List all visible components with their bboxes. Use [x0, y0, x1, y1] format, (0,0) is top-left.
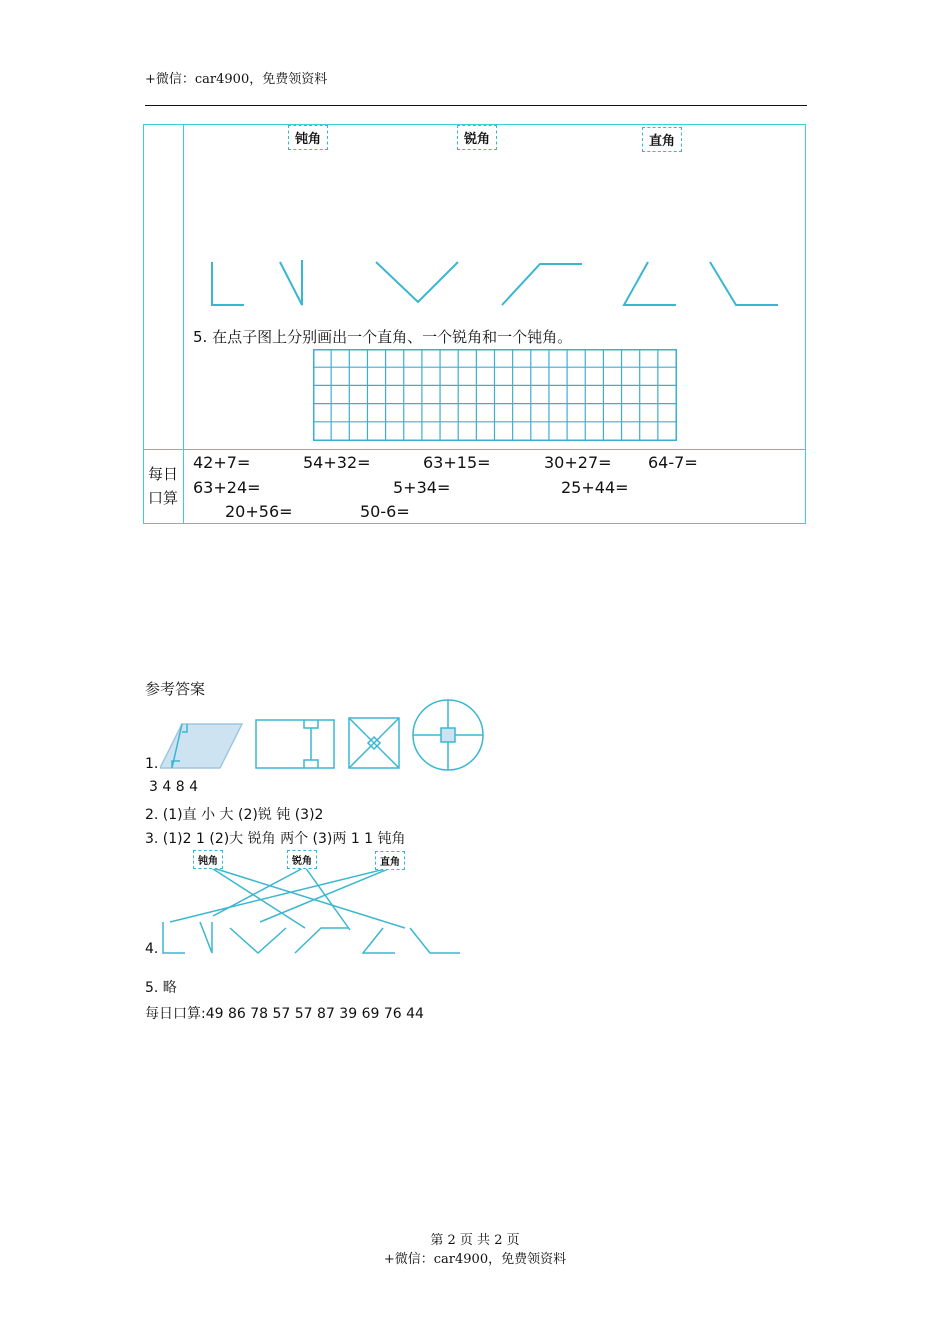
- table-divider-vertical: [183, 124, 184, 524]
- angle-obtuse-1: [502, 264, 582, 305]
- arithmetic-label-line2: 口算: [148, 489, 179, 507]
- rectangle: [256, 720, 334, 768]
- angle-right-2: [376, 262, 458, 302]
- arithmetic-label-line1: 每日: [148, 465, 179, 483]
- answer5: 5. 略: [145, 980, 177, 996]
- arithmetic-item: 42+7=: [193, 453, 251, 472]
- tag-acute: 锐角: [457, 125, 497, 150]
- arithmetic-item: 30+27=: [544, 453, 612, 472]
- table-divider-horizontal: [143, 449, 806, 450]
- answer2: 2. (1)直 小 大 (2)锐 钝 (3)2: [145, 807, 324, 823]
- header-text: +微信：car4900，免费领资料: [145, 72, 328, 87]
- answer1-values: 3 4 8 4: [149, 779, 198, 795]
- grid-paper: [313, 349, 678, 442]
- footer-text: +微信：car4900，免费领资料: [383, 1252, 567, 1267]
- answer3: 3. (1)2 1 (2)大 锐角 两个 (3)两 1 1 钝角: [145, 831, 406, 847]
- arithmetic-item: 5+34=: [393, 478, 451, 497]
- angle-acute-2: [624, 262, 676, 305]
- arithmetic-item: 63+24=: [193, 478, 261, 497]
- arithmetic-item: 63+15=: [423, 453, 491, 472]
- answer4-prefix: 4.: [145, 941, 159, 957]
- arithmetic-item: 20+56=: [225, 502, 293, 521]
- angle-obtuse-2: [710, 262, 778, 305]
- angle-acute-1: [280, 260, 302, 305]
- header-rule: [145, 105, 807, 106]
- arithmetic-item: 64-7=: [648, 453, 698, 472]
- question5-prompt: 5. 在点子图上分别画出一个直角、一个锐角和一个钝角。: [193, 328, 573, 346]
- answer1-prefix: 1.: [145, 756, 159, 772]
- answers-title: 参考答案: [145, 680, 206, 698]
- angle-shapes: [190, 250, 800, 320]
- answer1-shapes: [160, 698, 490, 774]
- arithmetic-item: 50-6=: [360, 502, 410, 521]
- answers-daily: 每日口算:49 86 78 57 57 87 39 69 76 44: [145, 1006, 424, 1022]
- arithmetic-item: 25+44=: [561, 478, 629, 497]
- tag-obtuse: 钝角: [288, 125, 328, 150]
- tag-right: 直角: [642, 127, 682, 152]
- answer4-tag-acute: 锐角: [287, 850, 317, 869]
- footer-page: 第 2 页 共 2 页: [430, 1233, 520, 1248]
- arithmetic-label: [148, 462, 178, 510]
- angle-right-1: [212, 262, 244, 305]
- arithmetic-item: 54+32=: [303, 453, 371, 472]
- answer4-tag-right: 直角: [375, 851, 405, 870]
- answer4-tag-obtuse: 钝角: [193, 850, 223, 869]
